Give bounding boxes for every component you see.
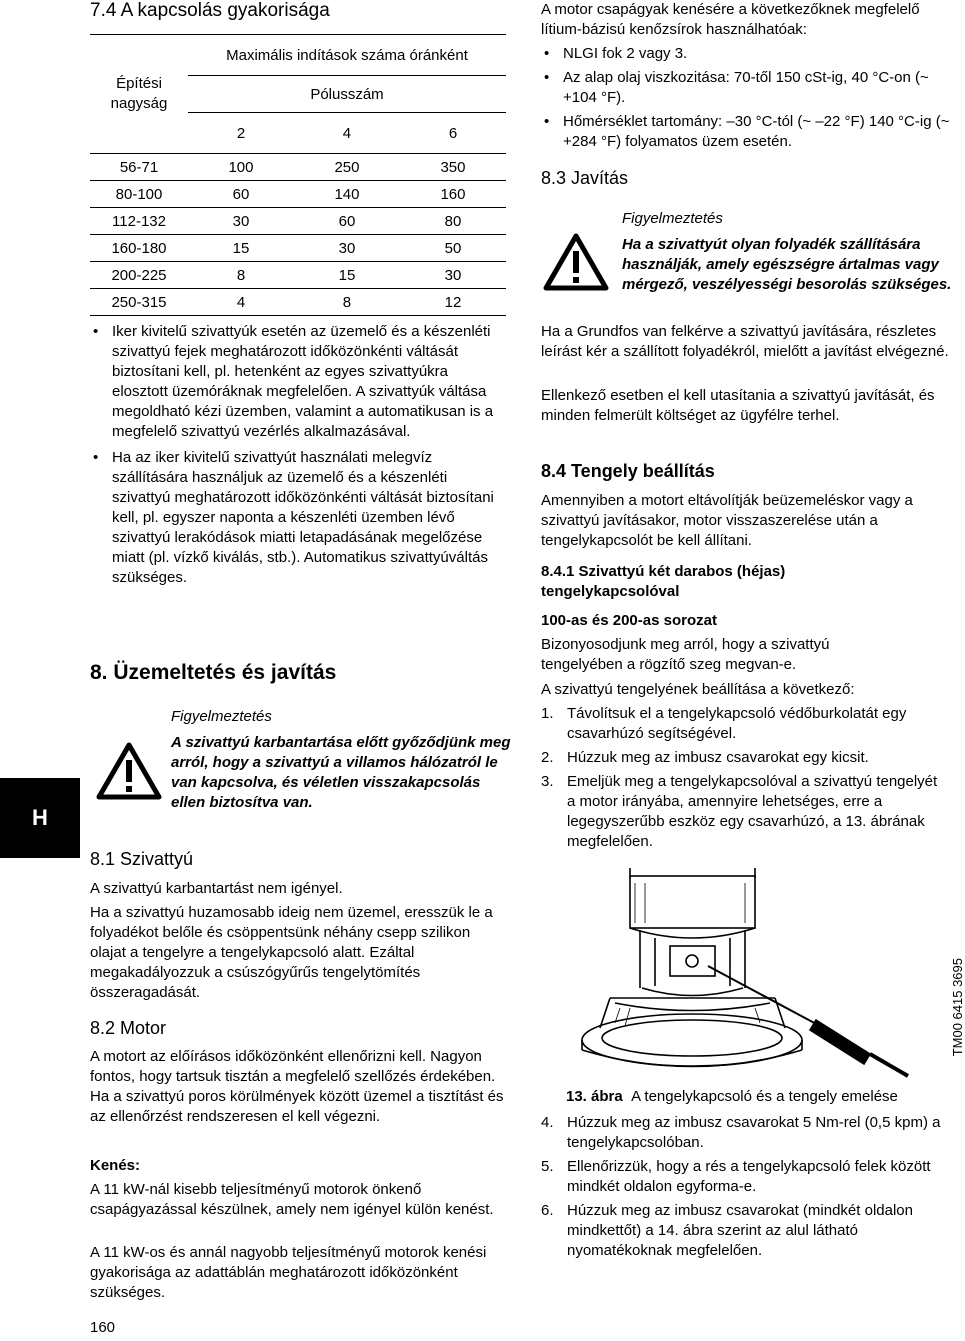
figure-caption-text: A tengelykapcsoló és a tengely emelése [631,1088,898,1105]
grease-intro: A motor csapágyak kenésére a következőknek megfelelő lítium-bázisú kenőzsírok használhatóak: [541,1,920,38]
coupling-lifting-figure [570,868,930,1078]
cell: 30 [294,235,400,262]
col-header-poles: Pólusszám [188,76,506,113]
figure-code: TM00 6415 3695 [950,958,965,1057]
table-row [90,154,506,181]
lubrication-title: Kenés: [90,1157,141,1174]
warning-1 [171,707,511,813]
cell: 80 [400,208,506,235]
col-header-max-starts: Maximális indítások száma óránként [188,35,506,76]
table-row [90,235,506,262]
section-title-8-4-1-text: 8.4.1 Szivattyú két darabos (héjas) tengelykapcsolóval [541,563,786,600]
cell: 30 [400,262,506,289]
lubrication-paragraph-1: A 11 kW-nál kisebb teljesítményű motorok önkenő csapágyazással készülnek, amely nem igényel külön kenést. [90,1181,494,1218]
list-item [541,1201,946,1261]
cell: 30 [188,208,294,235]
cell: 112-132 [90,208,188,235]
step-number: 2. [541,749,554,766]
cell: 12 [400,289,506,316]
list-item: • Ha az iker kivitelű szivattyút használati melegvíz szállítására használjuk az üzemelő és a készenléti szivattyú meghatározott időközönkénti váltását biztosítani kell, pl. egyszer naponta a készenléti üzemben lévő szivattyú lerakódások miatti letapadásának megelőzése miatt (pl. vízkő kiválás, stb.). Automatikus szivattyúváltás szükséges. [90,448,508,588]
list-item [541,1157,946,1197]
pole-6: 6 [400,113,506,154]
lubrication-paragraph-2: A 11 kW-os és annál nagyobb teljesítményű motorok kenési gyakorisága az adattáblán meghatározott időközönként szükséges. [90,1244,487,1301]
s84-paragraph-1: Amennyiben a motort eltávolítják beüzemeléskor vagy a szivattyú javításakor, motor visszaszerelése után a tengelykapcsolót be kell állítani. [541,492,913,549]
steps-4-6 [541,1113,946,1265]
step-number: 4. [541,1114,554,1131]
cell: 80-100 [90,181,188,208]
list-item: • Hőmérséklet tartomány: –30 °C-tól (~ –22 °F) 140 °C-ig (~ +284 °F) folyamatos üzem esetén. [541,112,953,152]
cell: 160-180 [90,235,188,262]
cell: 60 [294,208,400,235]
cell: 250 [294,154,400,181]
step-number: 1. [541,705,554,722]
cell: 50 [400,235,506,262]
series-paragraph-2: A szivattyú tengelyének beállítása a következő: [541,681,855,698]
warning-1-text: A szivattyú karbantartása előtt győződjünk meg arról, hogy a szivattyú a villamos hálózatról le van kapcsolva, és véletlen visszakapcsolás ellen biztosítva van. [171,734,511,811]
side-tab-language: H [0,778,80,858]
step-text: Húzzuk meg az imbusz csavarokat (mindkét oldalon mindkettőt) a 14. ábra szerint az alul látható nyomatékoknak megfelelően. [567,1202,913,1259]
grease-bullets [541,44,953,152]
pole-4: 4 [294,113,400,154]
step-text: Távolítsuk el a tengelykapcsoló védőburkolatát egy csavarhúzó segítségével. [567,705,907,742]
list-item [541,704,941,744]
warning-2-title: Figyelmeztetés [622,210,723,227]
figure-label: 13. ábra [566,1088,623,1105]
cell: 8 [188,262,294,289]
cell: 56-71 [90,154,188,181]
series-title: 100-as és 200-as sorozat [541,612,717,629]
cell: 140 [294,181,400,208]
warning-1-title: Figyelmeztetés [171,708,272,725]
cell: 8 [294,289,400,316]
section-title-8-4: 8.4 Tengely beállítás [541,461,715,481]
step-text: Húzzuk meg az imbusz csavarokat egy kicsit. [567,749,869,766]
s81-paragraph-1: A szivattyú karbantartást nem igényel. [90,880,343,897]
cell: 4 [188,289,294,316]
warning-triangle-icon [543,233,609,291]
cell: 60 [188,181,294,208]
section-title-8-1: 8.1 Szivattyú [90,849,194,869]
section-title-8-2: 8.2 Motor [90,1018,167,1038]
list-item [541,1113,946,1153]
step-text: Húzzuk meg az imbusz csavarokat 5 Nm-rel (0,5 kpm) a tengelykapcsolóban. [567,1114,941,1151]
section-title-8-3: 8.3 Javítás [541,168,629,188]
step-number: 5. [541,1158,554,1175]
cell: 350 [400,154,506,181]
section-title-8-4-1 [541,562,841,602]
s83-paragraph-2: Ellenkező esetben el kell utasítania a szivattyú javítását, és minden felmerült költséget az ügyfélre terhel. [541,387,935,424]
cell: 200-225 [90,262,188,289]
list-item: • Az alap olaj viszkozitása: 70-től 150 cSt-ig, 40 °C-on (~ +104 °F). [541,68,953,108]
cell: 250-315 [90,289,188,316]
list-item [541,772,941,852]
list-item [541,748,941,768]
step-number: 6. [541,1202,554,1219]
s81-paragraph-2: Ha a szivattyú huzamosabb ideig nem üzemel, eresszük le a folyadékot belőle és csöppentsünk néhány csepp szilikon olajat a tengelyre a tengelykapcsoló alatt. Ezáltal megakadályozzuk a csúszógyűrűs tengelytömítés összeragadását. [90,904,493,1001]
cell: 100 [188,154,294,181]
list-item: • NLGI fok 2 vagy 3. [541,44,953,64]
list-item: • Iker kivitelű szivattyúk esetén az üzemelő és a készenléti szivattyú fejek meghatározott időközönkénti váltását biztosítani kell, pl. hetenként az egyes szivattyúkra elosztott üzemóráknak megfelelően. A szivattyúk váltása megoldható kézi üzemben, valamint a automatikusan is a megfelelő szivattyú vezérlés alkalmazásával. [90,322,508,442]
table-row [90,262,506,289]
step-text: Ellenőrizzük, hogy a rés a tengelykapcsoló felek között mindkét oldalon egyforma-e. [567,1158,931,1195]
figure-caption [566,1087,898,1107]
chapter-title-8: 8. Üzemeltetés és javítás [90,661,337,684]
steps-1-3 [541,704,941,856]
table-row [90,289,506,316]
series-paragraph-1: Bizonyosodjunk meg arról, hogy a szivattyú tengelyében a rögzítő szeg megvan-e. [541,636,830,673]
s83-paragraph-1: Ha a Grundfos van felkérve a szivattyú javítására, részletes leírást kér a szállított folyadékról, mielőtt a javítást elvégezné. [541,323,949,360]
page-number: 160 [90,1319,116,1336]
table-row [90,181,506,208]
warning-triangle-icon [96,742,162,800]
cell: 15 [188,235,294,262]
start-frequency-table [90,34,506,316]
warning-2-text: Ha a szivattyút olyan folyadék szállítására használják, amely egészségre ártalmas vagy mérgező, veszélyességi besorolás szükséges. [622,236,952,293]
cell: 15 [294,262,400,289]
cell: 160 [400,181,506,208]
step-number: 3. [541,773,554,790]
section-title-7-4: 7.4 A kapcsolás gyakorisága [90,0,330,21]
pole-2: 2 [188,113,294,154]
s82-paragraph-1: A motort az előírásos időközönként ellenőrizni kell. Nagyon fontos, hogy tartsuk tisztán a megfelelő szellőzés érdekében. Ha a szivattyú poros körülmények között üzemel a tisztítást és az ellenőrzést rendszeresen el kell végezni. [90,1048,504,1125]
warning-2 [622,209,952,295]
col-header-build-size: Építési nagyság [90,35,188,154]
table-row [90,208,506,235]
twin-pump-bullets [90,322,508,588]
step-text: Emeljük meg a tengelykapcsolóval a szivattyú tengelyét a motor irányába, amennyire lehetséges, erre a legegyszerűbb eszköz egy csavarhúzó, a 13. ábrának megfelelően. [567,773,938,850]
